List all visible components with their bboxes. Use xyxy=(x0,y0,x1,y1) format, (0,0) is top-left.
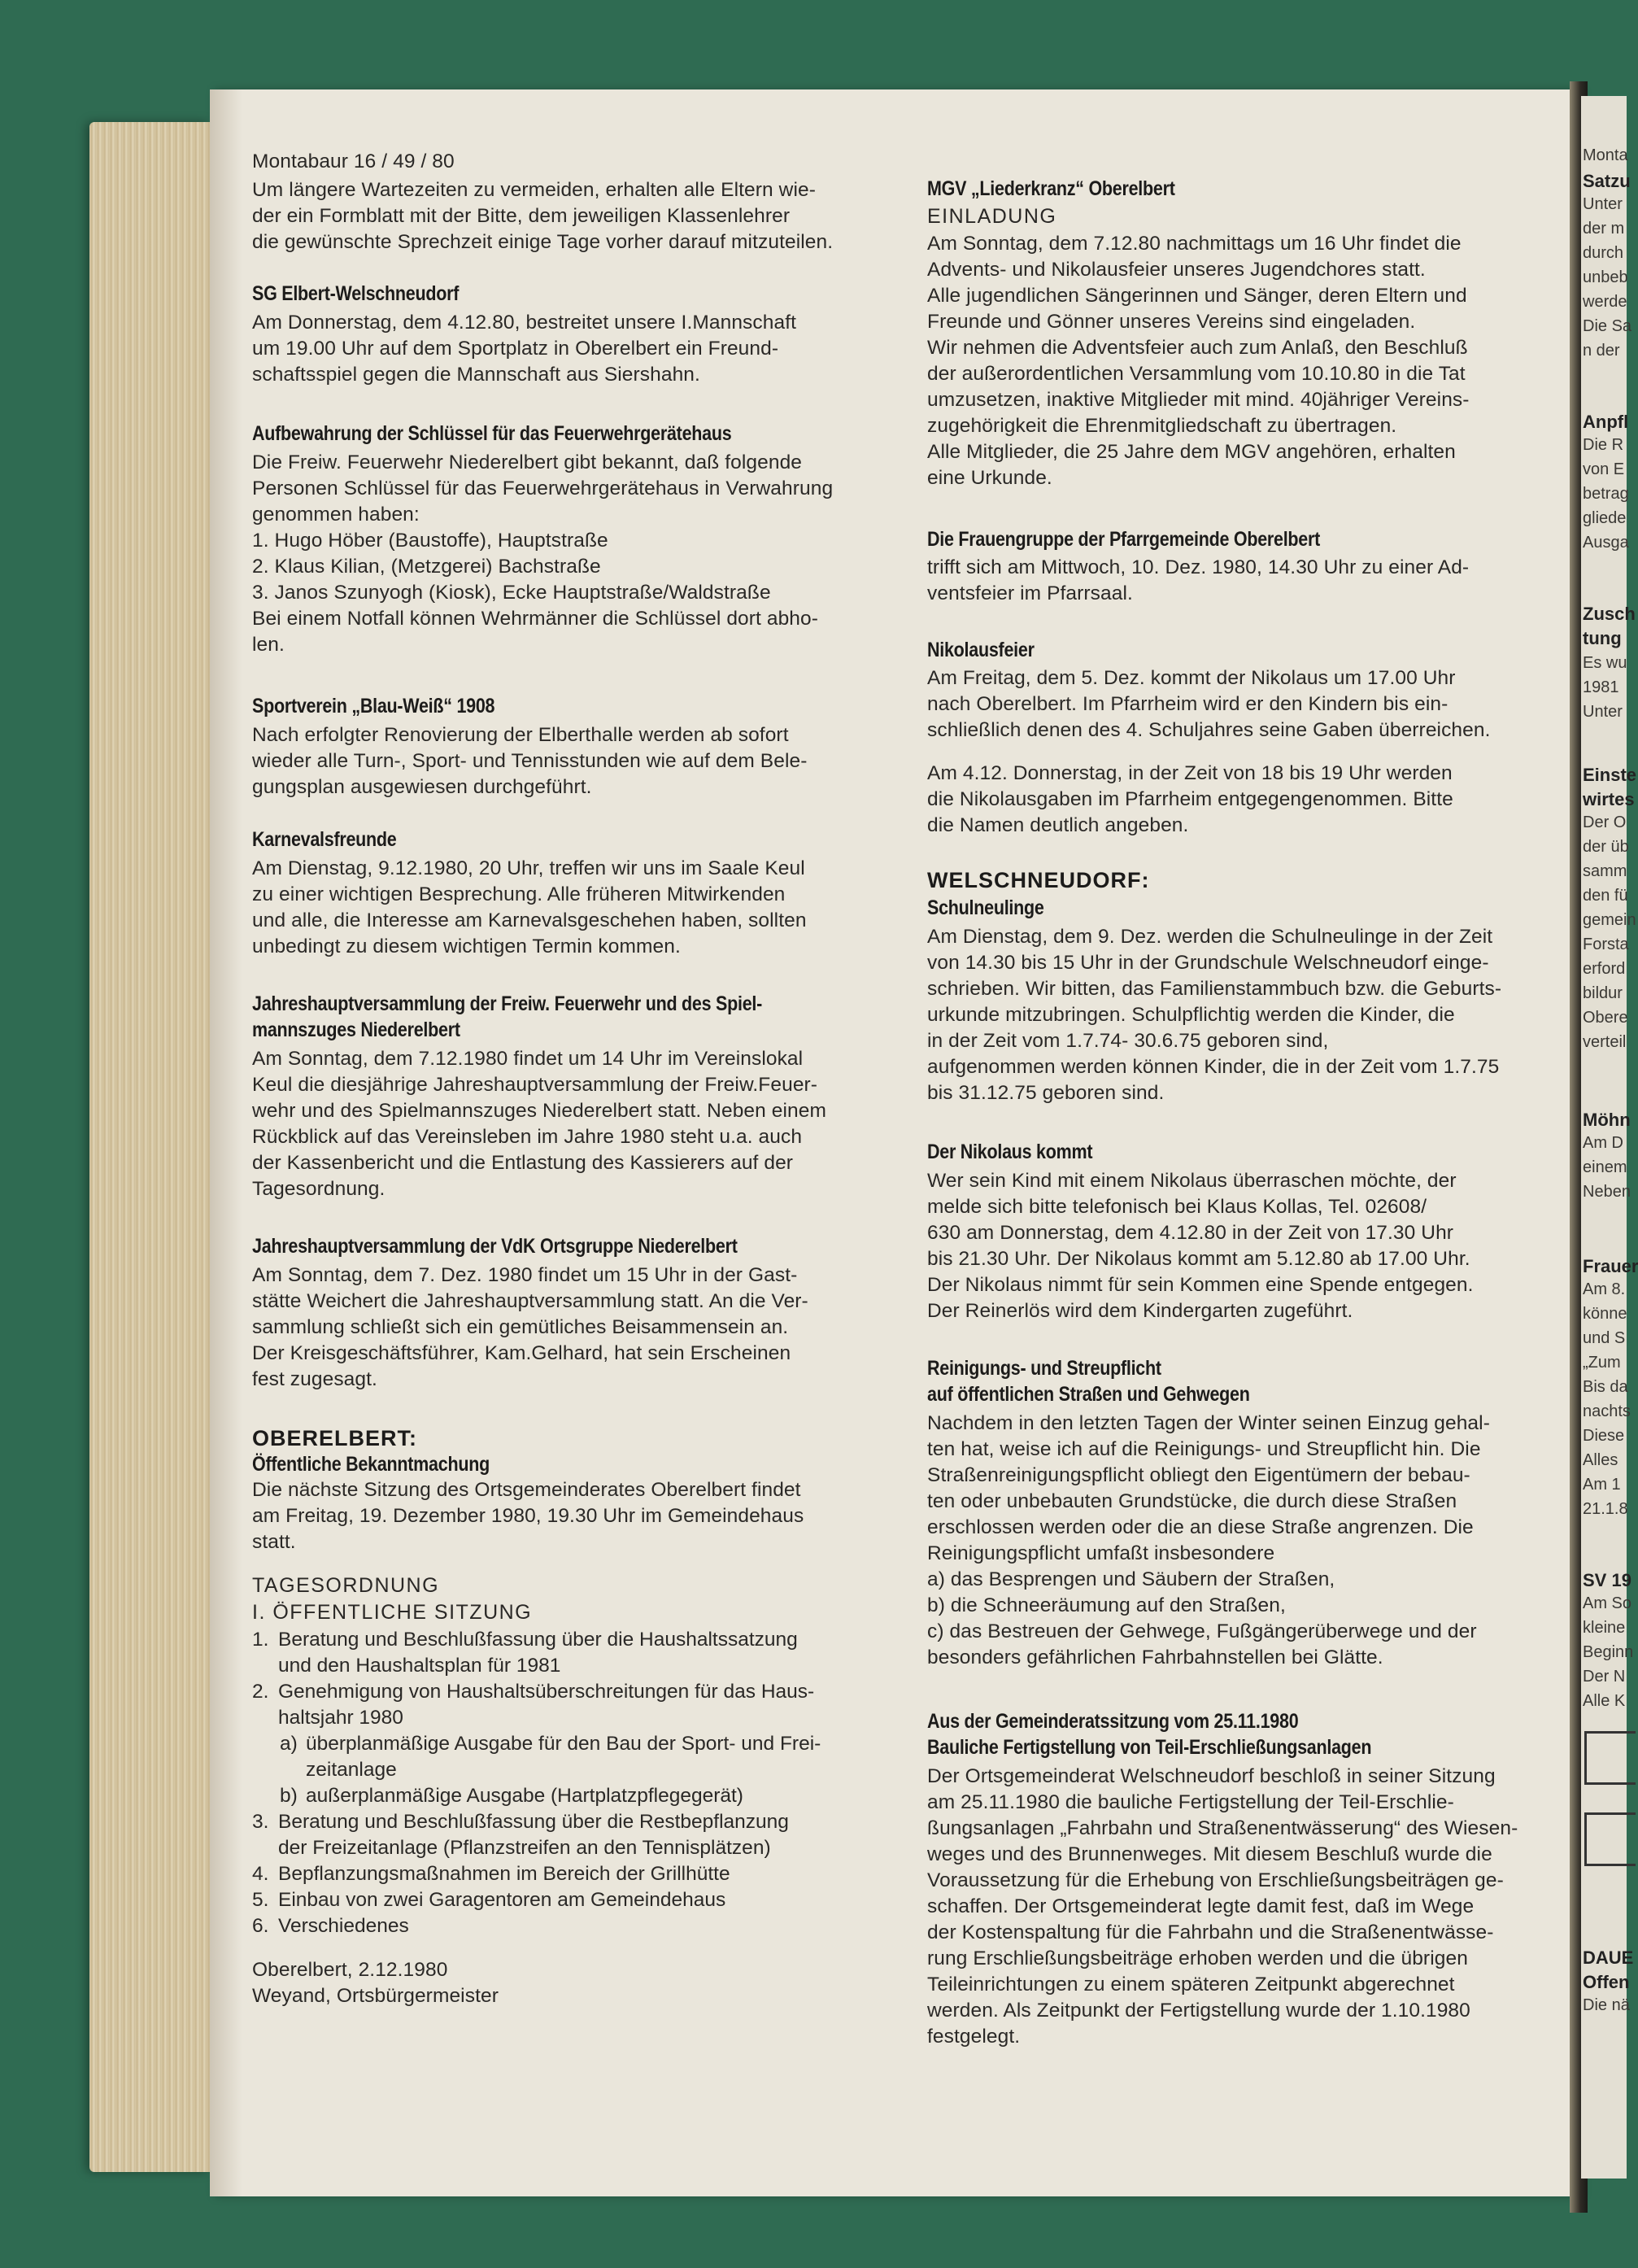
next-page-text-fragment: betrag xyxy=(1583,485,1629,503)
agenda-subitem: b) außerplanmäßige Ausgabe (Hartplatzpflegegerät) xyxy=(280,1785,743,1807)
next-page-text-fragment: Am So xyxy=(1583,1594,1632,1612)
next-page-text-fragment: „Zum xyxy=(1583,1354,1621,1372)
next-page-text-fragment: der m xyxy=(1583,220,1625,238)
bekanntmachung-heading: Öffentliche Bekanntmachung xyxy=(252,1453,490,1476)
gemeinderat-text: Der Ortsgemeinderat Welschneudorf beschloß in seiner Sitzung am 25.11.1980 die bauliche Fertigstellung der Teil-Erschlie- ßungsanlagen „Fahrbahn und Straßenentwässerung“ des Wiesen- weges und des Brunnenweges. Mit diesem Beschluß wurde die Voraussetzung für die Erhebung von Erschließungsbeiträgen ge- schaffen. Der Ortsgemeinderat legte damit fest, daß im Wege der Kostenspaltung für die Fahrbahn und die Straßenentwässe- rung Erschließungsbeiträge erhoben werden und die übrigen Teileinrichtungen zu einem späteren Zeitpunkt abgerechnet werden. Als Zeitpunkt der Fertigstellung wurde der 1.10.1980 festgelegt. xyxy=(927,1765,1518,2048)
reinigung-heading-1: Reinigungs- und Streupflicht xyxy=(927,1357,1161,1380)
next-page-text-fragment: wirtes xyxy=(1583,789,1635,809)
next-page-text-fragment: Neben xyxy=(1583,1183,1631,1201)
next-page-text-fragment: gemein xyxy=(1583,911,1636,929)
next-page-text-fragment: Am 8. xyxy=(1583,1280,1626,1298)
sportverein-heading: Sportverein „Blau-Weiß“ 1908 xyxy=(252,695,495,717)
signature: Weyand, Ortsbürgermeister xyxy=(252,1985,499,2007)
nikolausfeier-text: Am Freitag, dem 5. Dez. kommt der Nikolaus um 17.00 Uhr nach Oberelbert. Im Pfarrheim wird er den Kindern bis ein- schließlich denen des 4. Schuljahres seine Gaben überreichen. xyxy=(927,667,1491,741)
oberelbert-town-heading: OBERELBERT: xyxy=(252,1426,418,1450)
next-page-text-fragment: Am 1 xyxy=(1583,1476,1621,1494)
next-page-text-fragment: unbeb xyxy=(1583,268,1628,286)
schulneulinge-heading: Schulneulinge xyxy=(927,896,1044,919)
next-page-text-fragment: Die Sa xyxy=(1583,317,1632,335)
schluessel-heading: Aufbewahrung der Schlüssel für das Feuerwehrgerätehaus xyxy=(252,422,732,445)
next-page-text-fragment: erford xyxy=(1583,960,1626,978)
agenda-subitem: a) überplanmäßige Ausgabe für den Bau der Sport- und Frei- zeitanlage xyxy=(280,1733,821,1781)
next-page-text-fragment: 1981 xyxy=(1583,678,1619,696)
schulneulinge-text: Am Dienstag, dem 9. Dez. werden die Schulneulinge in der Zeit von 14.30 bis 15 Uhr in der Grundschule Welschneudorf einge- schrieben. Wir bitten, das Familienstammbuch bzw. die Geburts- urkunde mitzubringen. Schulpflichtig werden die Kinder, die in der Zeit vom 1.7.74- 30.6.75 geboren sind, aufgenommen werden können Kinder, die in der Zeit vom 1.7.75 bis 31.12.75 geboren sind. xyxy=(927,926,1502,1104)
next-page-text-fragment: kleine xyxy=(1583,1619,1626,1637)
next-page-text-fragment: Obere xyxy=(1583,1009,1628,1027)
jhv-feuerwehr-heading-1: Jahreshauptversammlung der Freiw. Feuerwehr und des Spiel- xyxy=(252,992,763,1015)
next-page-table-box xyxy=(1584,1812,1636,1866)
next-page-text-fragment: Diese xyxy=(1583,1427,1625,1445)
next-page-text-fragment: den fü xyxy=(1583,887,1628,905)
next-page-text-fragment: DAUE xyxy=(1583,1947,1634,1968)
next-page-text-fragment: n der xyxy=(1583,342,1620,360)
next-page-text-fragment: tung xyxy=(1583,628,1622,648)
frauen-text: trifft sich am Mittwoch, 10. Dez. 1980, 14.30 Uhr zu einer Ad- ventsfeier im Pfarrsaal. xyxy=(927,556,1470,604)
next-page-text-fragment: nachts xyxy=(1583,1402,1631,1420)
agenda-section: I. ÖFFENTLICHE SITZUNG xyxy=(252,1601,533,1624)
next-page-text-fragment: werde xyxy=(1583,293,1627,311)
next-page-text-fragment: Es wu xyxy=(1583,654,1627,672)
next-page-text-fragment: Beginn xyxy=(1583,1643,1634,1661)
intro-text: Um längere Wartezeiten zu vermeiden, erhalten alle Eltern wie- der ein Formblatt mit der Bitte, dem jeweiligen Klassenlehrer die gewünschte Sprechzeit einige Tage vorher darauf mitzuteilen. xyxy=(252,179,834,253)
next-page-text-fragment: Der N xyxy=(1583,1668,1626,1686)
mgv-einladung: EINLADUNG xyxy=(927,205,1057,228)
nikolausfeier-heading: Nikolausfeier xyxy=(927,639,1035,661)
book-page-edges xyxy=(89,122,210,2172)
nikolaus-kommt-heading: Der Nikolaus kommt xyxy=(927,1141,1093,1163)
sg-text: Am Donnerstag, dem 4.12.80, bestreitet unsere I.Mannschaft um 19.00 Uhr auf dem Sportplatz in Oberelbert ein Freund- schaftsspiel gegen die Mannschaft aus Siershahn. xyxy=(252,312,797,386)
next-page-text-fragment: Zusch xyxy=(1583,604,1636,624)
next-page-text-fragment: Unter xyxy=(1583,703,1623,721)
next-page-text-fragment: Satzu xyxy=(1583,171,1631,191)
next-page-text-fragment: Offen xyxy=(1583,1972,1630,1992)
sportverein-text: Nach erfolgter Renovierung der Elberthalle werden ab sofort wieder alle Turn-, Sport- und Tennisstunden wie auf dem Bele- gungsplan ausgewiesen durchgeführt. xyxy=(252,724,808,798)
agenda-item: 1. Beratung und Beschlußfassung über die Haushaltssatzung und den Haushaltsplan für 1981 xyxy=(252,1629,798,1677)
mgv-text: Am Sonntag, dem 7.12.80 nachmittags um 16 Uhr findet die Advents- und Nikolausfeier unseres Jugendchores statt. Alle jugendlichen Sängerinnen und Sänger, deren Eltern und Freunde und Gönner unseres Vereins sind eingeladen. Wir nehmen die Adventsfeier auch zum Anlaß, den Beschluß der außerordentlichen Versammlung vom 10.10.80 in die Tat umzusetzen, inaktive Mitglieder mit mind. 40jähriger Vereins- zugehörigkeit die Ehrenmitgliedschaft zu übertragen. Alle Mitglieder, die 25 Jahre dem MGV angehören, erhalten eine Urkunde. xyxy=(927,233,1470,489)
schluessel-text: Die Freiw. Feuerwehr Niederelbert gibt bekannt, daß folgende Personen Schlüssel für das Feuerwehrgerätehaus in Verwahrung genommen haben: 1. Hugo Höber (Baustoffe), Hauptstraße 2. Klaus Kilian, (Metzgerei) Bachstraße 3. Janos Szunyogh (Kiosk), Ecke Hauptstraße/Waldstraße Bei einem Notfall können Wehrmänner die Schlüssel dort abho- len. xyxy=(252,451,834,656)
agenda-item: 4. Bepflanzungsmaßnahmen im Bereich der Grillhütte xyxy=(252,1863,730,1885)
agenda-item: 3. Beratung und Beschlußfassung über die Restbepflanzung der Freizeitanlage (Pflanzstreifen an den Tennisplätzen) xyxy=(252,1811,789,1859)
next-page-text-fragment: Ausga xyxy=(1583,534,1629,552)
next-page-text-fragment: Forsta xyxy=(1583,936,1629,953)
place-date: Oberelbert, 2.12.1980 xyxy=(252,1959,448,1981)
next-page-text-fragment: Monta xyxy=(1583,146,1628,164)
jhv-feuerwehr-text: Am Sonntag, dem 7.12.1980 findet um 14 Uhr im Vereinslokal Keul die diesjährige Jahreshauptversammlung der Freiw.Feuer- wehr und des Spielmannszuges Niederelbert statt. Neben einem Rückblick auf das Vereinsleben im Jahre 1980 steht u.a. auch der Kassenbericht und die Entlastung des Kassierers auf der Tagesordnung. xyxy=(252,1048,827,1200)
next-page-text-fragment: von E xyxy=(1583,460,1625,478)
agenda-list xyxy=(252,1627,903,1939)
next-page-text-fragment: Unter xyxy=(1583,195,1623,213)
next-page-table-box xyxy=(1584,1731,1636,1785)
next-page-text-fragment: Bis da xyxy=(1583,1378,1628,1396)
jhv-vdk-heading: Jahreshauptversammlung der VdK Ortsgruppe Niederelbert xyxy=(252,1235,738,1258)
frauen-heading: Die Frauengruppe der Pfarrgemeinde Oberelbert xyxy=(927,528,1321,551)
mgv-heading: MGV „Liederkranz“ Oberelbert xyxy=(927,177,1175,200)
next-page-text-fragment: 21.1.8 xyxy=(1583,1500,1628,1518)
next-page-text-fragment: könne xyxy=(1583,1305,1627,1323)
welschneudorf-town-heading: WELSCHNEUDORF: xyxy=(927,868,1150,892)
next-page-text-fragment: Alles xyxy=(1583,1451,1618,1469)
agenda-item: 5. Einbau von zwei Garagentoren am Gemeindehaus xyxy=(252,1889,726,1911)
gemeinderat-heading-1: Aus der Gemeinderatssitzung vom 25.11.1980 xyxy=(927,1710,1299,1733)
agenda-title: TAGESORDNUNG xyxy=(252,1574,440,1597)
next-page-text-fragment: Die nä xyxy=(1583,1996,1630,2014)
next-page-text-fragment: Die R xyxy=(1583,436,1624,454)
agenda-item: 2. Genehmigung von Haushaltsüberschreitungen für das Haus- haltsjahr 1980 xyxy=(252,1681,815,1729)
next-page-text-fragment: durch xyxy=(1583,244,1624,262)
next-page-text-fragment: bildur xyxy=(1583,984,1623,1002)
reinigung-text: Nachdem in den letzten Tagen der Winter seinen Einzug gehal- ten hat, weise ich auf die Reinigungs- und Streupflicht hin. Die Straßenreinigungspflicht obliegt den Eigentümern der bebau- ten oder unbebauten Grundstücke, die durch diese Straßen erschlossen werden oder die an diese Straße angrenzen. Die Reinigungspflicht umfaßt insbesondere a) das Besprengen und Säubern der Straßen, b) die Schneeräumung auf den Straßen, c) das Bestreuen der Gehwege, Fußgängerüberwege und der besonders gefährlichen Fahrbahnstellen bei Glätte. xyxy=(927,1412,1490,1668)
gemeinderat-heading-2: Bauliche Fertigstellung von Teil-Erschließungsanlagen xyxy=(927,1736,1372,1759)
next-page-fragment xyxy=(1581,96,1638,2179)
next-page-text-fragment: einem xyxy=(1583,1158,1627,1176)
page-binding-shadow xyxy=(210,89,242,2196)
next-page-text-fragment: verteil xyxy=(1583,1033,1627,1051)
next-page-text-fragment: und S xyxy=(1583,1329,1626,1347)
next-page-text-fragment: Der O xyxy=(1583,813,1627,831)
next-page-text-fragment: Am D xyxy=(1583,1134,1623,1152)
jhv-vdk-text: Am Sonntag, dem 7. Dez. 1980 findet um 15 Uhr in der Gast- stätte Weichert die Jahreshauptversammlung statt. An die Ver- sammlung schließt sich ein gemütliches Beisammensein an. Der Kreisgeschäftsführer, Kam.Gelhard, hat sein Erscheinen fest zugesagt. xyxy=(252,1264,808,1390)
next-page-text-fragment: SV 19 xyxy=(1583,1570,1631,1590)
karneval-heading: Karnevalsfreunde xyxy=(252,828,397,851)
nikolaus-kommt-text: Wer sein Kind mit einem Nikolaus überraschen möchte, der melde sich bitte telefonisch bei Klaus Kollas, Tel. 02608/ 630 am Donnerstag, dem 4.12.80 in der Zeit von 17.30 Uhr bis 21.30 Uhr. Der Nikolaus kommt am 5.12.80 ab 17.00 Uhr. Der Nikolaus nimmt für sein Kommen eine Spende entgegen. Der Reinerlös wird dem Kindergarten zugeführt. xyxy=(927,1170,1474,1322)
agenda-item: 6. Verschiedenes xyxy=(252,1915,409,1937)
bekanntmachung-text: Die nächste Sitzung des Ortsgemeinderates Oberelbert findet am Freitag, 19. Dezember 1980, 19.30 Uhr im Gemeindehaus statt. xyxy=(252,1479,804,1553)
nikolausfeier-text-2: Am 4.12. Donnerstag, in der Zeit von 18 bis 19 Uhr werden die Nikolausgaben im Pfarrheim entgegengenommen. Bitte die Namen deutlich angeben. xyxy=(927,762,1453,836)
next-page-text-fragment: der üb xyxy=(1583,838,1629,856)
reinigung-heading-2: auf öffentlichen Straßen und Gehwegen xyxy=(927,1383,1250,1406)
next-page-text-fragment: gliede xyxy=(1583,509,1627,527)
next-page-text-fragment: samm xyxy=(1583,862,1627,880)
next-page-text-fragment: Anpfl xyxy=(1583,412,1629,432)
page-reference: Montabaur 16 / 49 / 80 xyxy=(252,150,455,172)
next-page-text-fragment: Alle K xyxy=(1583,1692,1626,1710)
sg-heading: SG Elbert-Welschneudorf xyxy=(252,282,460,305)
next-page-text-fragment: Einste xyxy=(1583,765,1637,785)
jhv-feuerwehr-heading-2: mannszuges Niederelbert xyxy=(252,1018,460,1041)
karneval-text: Am Dienstag, 9.12.1980, 20 Uhr, treffen wir uns im Saale Keul zu einer wichtigen Besprechung. Alle früheren Mitwirkenden und alle, die Interesse am Karnevalsgeschehen haben, sollten unbedingt zu diesem wichtigen Termin kommen. xyxy=(252,857,807,957)
next-page-text-fragment: Frauer xyxy=(1583,1256,1638,1276)
next-page-text-fragment: Möhn xyxy=(1583,1110,1631,1130)
